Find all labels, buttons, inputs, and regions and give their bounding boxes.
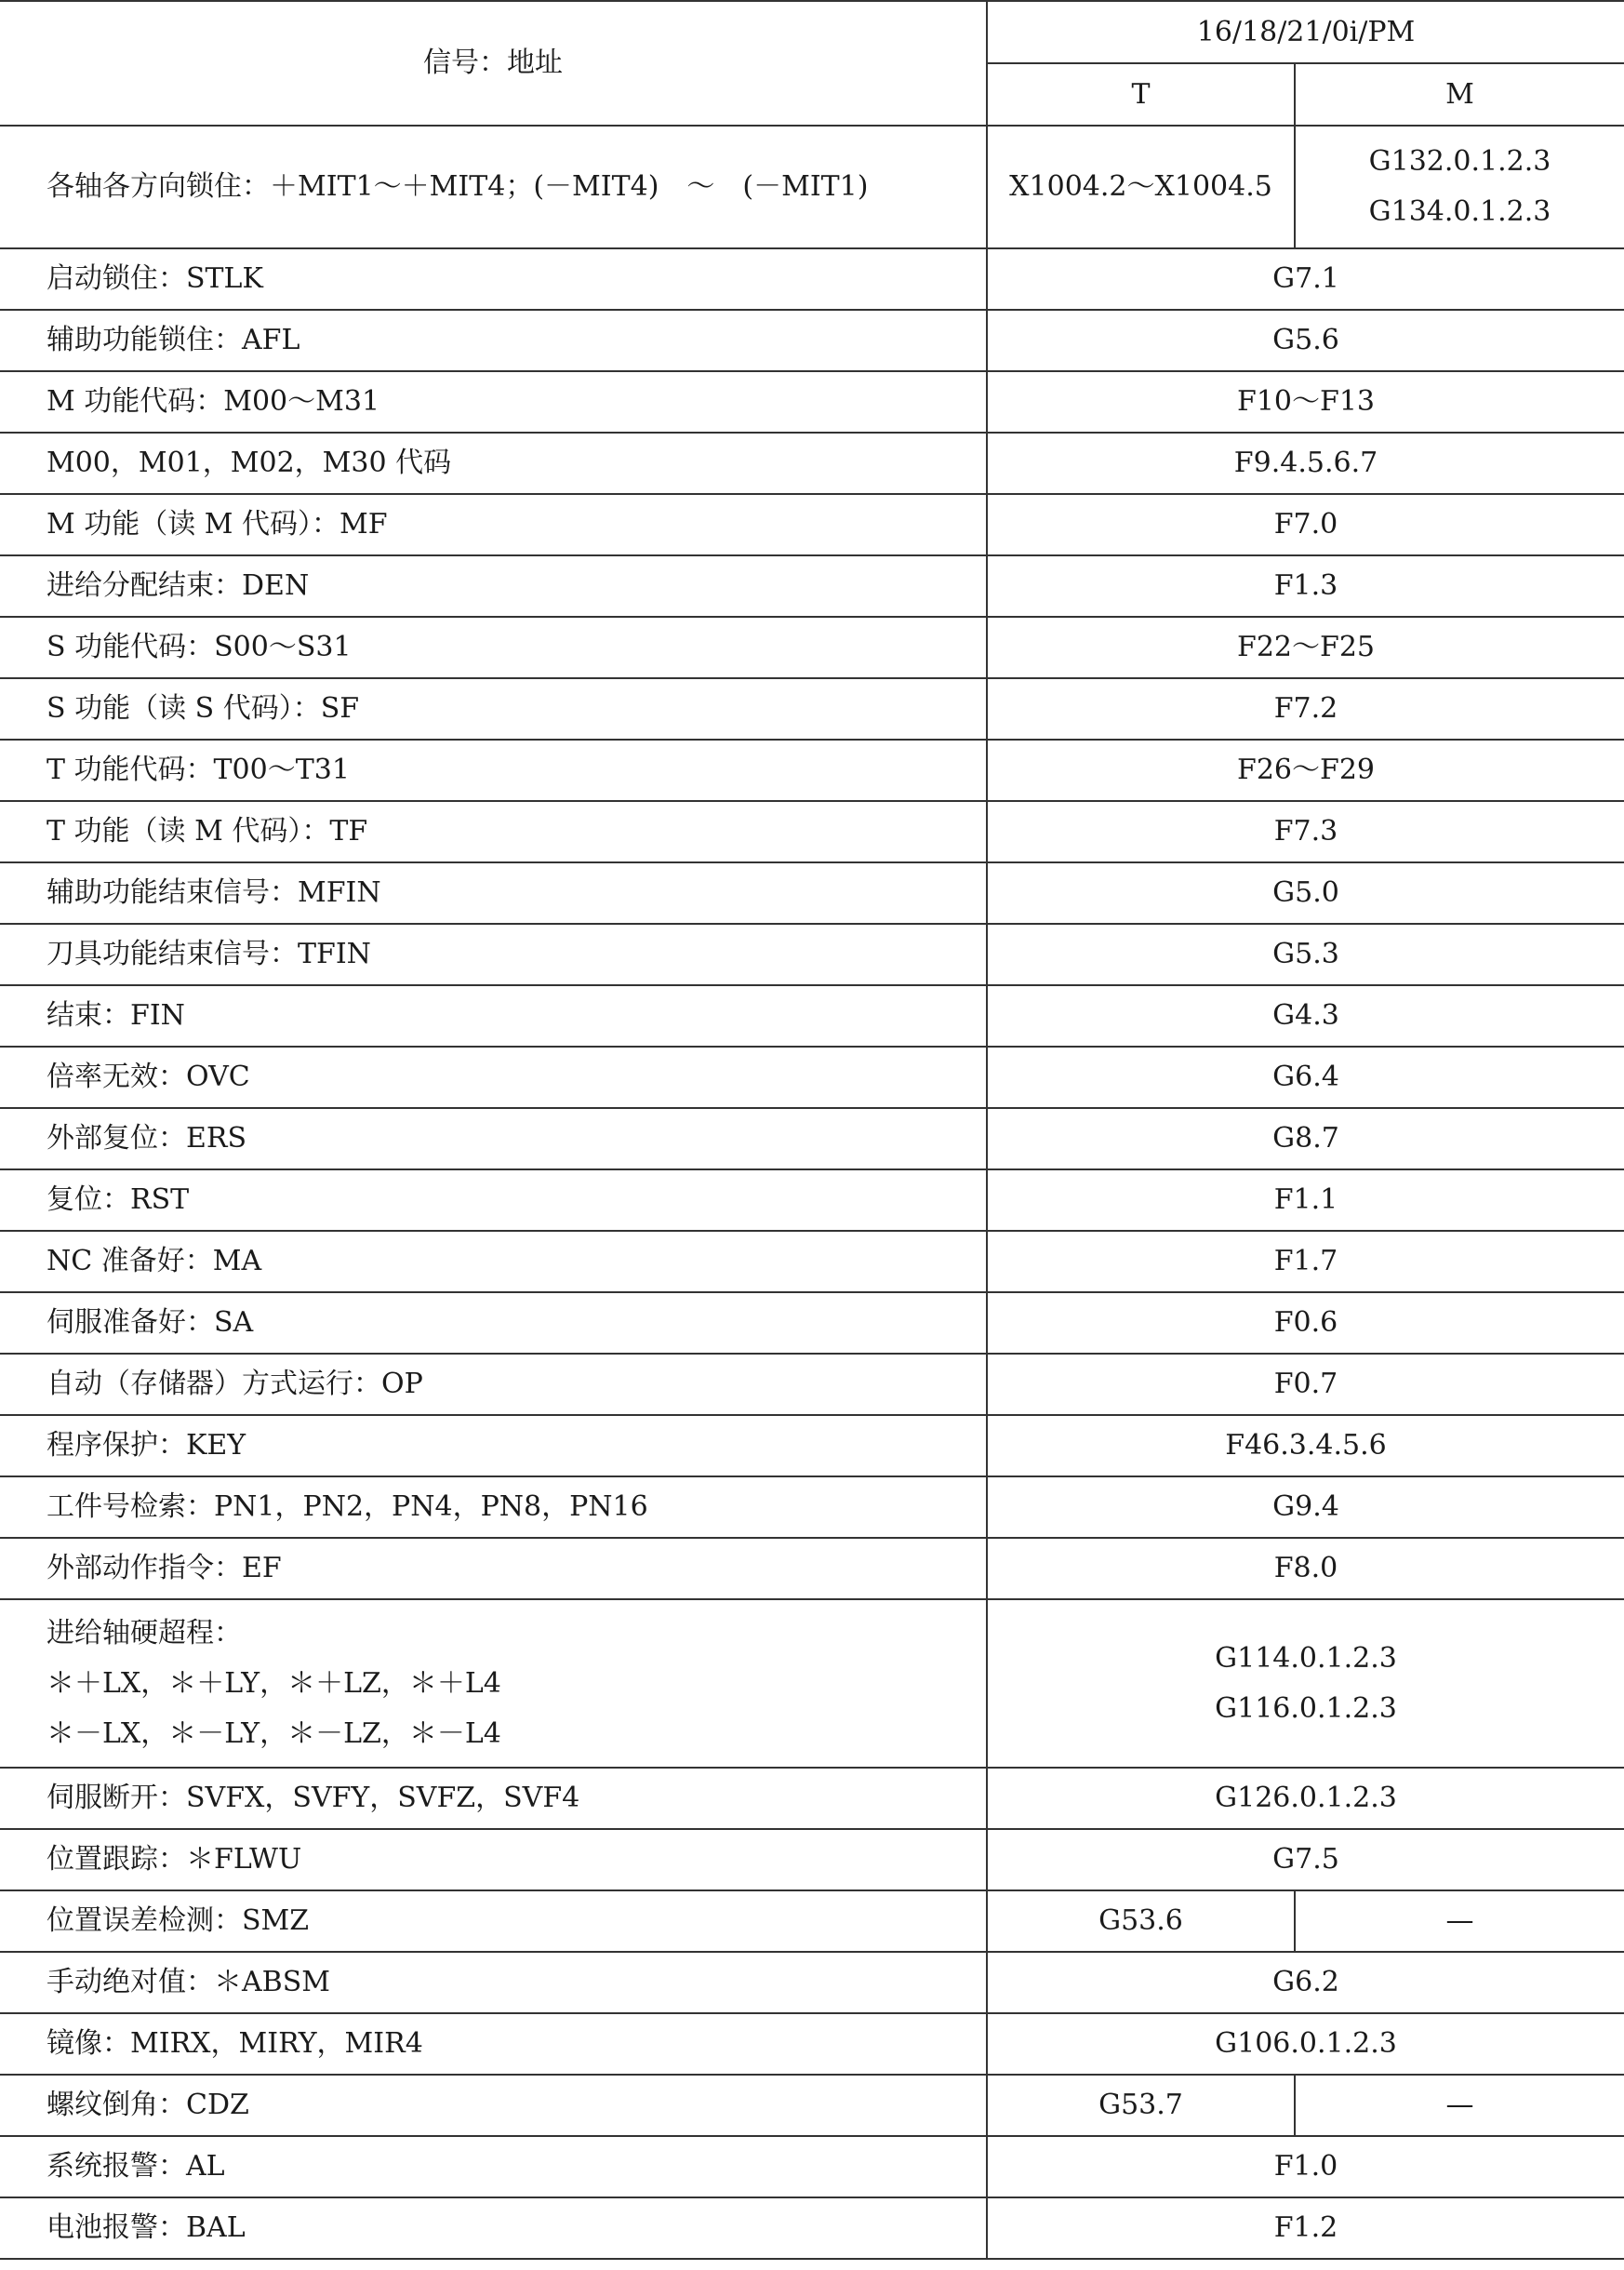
signal-cell [0,924,987,985]
signal-cell [0,801,987,862]
address-cell [987,1952,1624,2013]
address-cell [987,924,1624,985]
address-cell-line: F10～F13 [1237,385,1375,418]
address-t-cell-line: G53.7 [1098,2089,1183,2121]
address-m-cell [1295,1890,1624,1952]
header-col-t: T [987,63,1295,126]
table-row [0,1292,1624,1354]
address-m-cell-line: G132.0.1.2.3 [1368,145,1551,178]
table-row [0,1231,1624,1292]
signal-cell-line: 螺纹倒角：CDZ [47,2089,249,2121]
address-cell-line: F7.3 [1273,815,1338,848]
address-cell [987,1108,1624,1169]
address-cell-line: G4.3 [1272,999,1339,1032]
signal-cell [0,617,987,678]
address-cell [987,1829,1624,1890]
address-cell [987,433,1624,494]
signal-cell-line: 各轴各方向锁住：＋MIT1～＋MIT4；(－MIT4) ～ (－MIT1) [47,170,869,203]
address-m-cell-line: G134.0.1.2.3 [1368,195,1551,228]
address-cell [987,1354,1624,1415]
signal-cell-line: 伺服准备好：SA [47,1306,254,1339]
signal-cell [0,371,987,433]
address-t-cell [987,1890,1295,1952]
signal-cell-line: 位置误差检测：SMZ [47,1904,310,1937]
table-row [0,1890,1624,1952]
signal-cell-line: 辅助功能结束信号：MFIN [47,876,381,909]
address-cell-line: F7.2 [1273,692,1338,725]
signal-cell-line: 伺服断开：SVFX，SVFY，SVFZ，SVF4 [47,1782,580,1814]
signal-cell-line: NC 准备好：MA [47,1245,262,1277]
table-row [0,555,1624,617]
signal-cell [0,1354,987,1415]
table-row [0,924,1624,985]
table-row [0,2075,1624,2136]
table-row [0,433,1624,494]
signal-cell [0,1890,987,1952]
address-m-cell-line: — [1445,2089,1474,2121]
address-cell [987,617,1624,678]
address-cell-line: G9.4 [1272,1490,1339,1523]
header-system-models: 16/18/21/0i/PM [987,1,1624,63]
signal-cell [0,1952,987,2013]
address-cell [987,2136,1624,2197]
signal-cell-line: 辅助功能锁住：AFL [47,324,300,356]
signal-cell [0,1599,987,1768]
signal-cell [0,1231,987,1292]
table-row [0,1599,1624,1768]
address-cell [987,985,1624,1047]
signal-cell [0,1476,987,1538]
header-col-m: M [1295,63,1624,126]
address-cell-line: F7.0 [1273,508,1338,541]
signal-cell [0,2075,987,2136]
address-cell-line: G7.5 [1272,1843,1339,1876]
address-cell [987,2197,1624,2259]
address-cell-line: G5.0 [1272,876,1339,909]
address-cell [987,1768,1624,1829]
table-row [0,1047,1624,1108]
address-t-cell [987,2075,1295,2136]
address-cell-line: F26～F29 [1237,754,1375,786]
signal-cell-line: ＊－LX，＊－LY，＊－LZ，＊－L4 [47,1716,501,1750]
address-t-cell-line: G53.6 [1098,1904,1183,1937]
signal-cell [0,678,987,740]
address-cell-line: F0.7 [1273,1368,1338,1400]
address-cell [987,801,1624,862]
table-row [0,126,1624,248]
address-cell [987,1476,1624,1538]
signal-cell-line: 进给分配结束：DEN [47,569,310,602]
table-row [0,801,1624,862]
signal-cell-line: 程序保护：KEY [47,1429,246,1462]
table-row [0,1476,1624,1538]
signal-cell [0,1768,987,1829]
signal-cell-line: 结束：FIN [47,999,185,1032]
table-row [0,1354,1624,1415]
address-cell-line: G116.0.1.2.3 [1215,1691,1397,1725]
signal-cell [0,1169,987,1231]
signal-cell [0,2197,987,2259]
signal-cell-line: 自动（存储器）方式运行：OP [47,1368,423,1400]
address-m-cell-line: — [1445,1904,1474,1937]
table-row [0,1829,1624,1890]
address-cell-line: F1.0 [1273,2150,1338,2183]
address-cell-line: G5.6 [1272,324,1339,356]
signal-cell [0,1415,987,1476]
table-row [0,1768,1624,1829]
signal-cell [0,555,987,617]
address-cell [987,1231,1624,1292]
address-t-cell-line: X1004.2～X1004.5 [1009,170,1272,203]
signal-cell-line: S 功能代码：S00～S31 [47,631,352,663]
address-cell [987,678,1624,740]
address-cell-line: F1.1 [1273,1183,1338,1216]
header-signal-address: 信号：地址 [0,1,987,126]
table-row [0,1952,1624,2013]
address-cell [987,1599,1624,1768]
table-row [0,985,1624,1047]
signal-cell [0,2013,987,2075]
table-row [0,2136,1624,2197]
signal-cell-line: 手动绝对值：＊ABSM [47,1966,330,1998]
signal-cell-line: 工件号检索：PN1，PN2，PN4，PN8，PN16 [47,1490,648,1523]
address-cell [987,1047,1624,1108]
table-row [0,862,1624,924]
address-cell-line: G126.0.1.2.3 [1215,1782,1397,1814]
address-t-cell [987,126,1295,248]
address-cell [987,1292,1624,1354]
address-cell [987,1169,1624,1231]
signal-cell [0,1292,987,1354]
signal-cell-line: M 功能（读 M 代码）：MF [47,508,388,541]
address-cell-line: G6.2 [1272,1966,1339,1998]
address-cell [987,248,1624,310]
table-body [0,126,1624,2259]
signal-cell-line: 电池报警：BAL [47,2211,246,2244]
signal-cell-line: T 功能（读 M 代码）：TF [47,815,368,848]
address-cell-line: F0.6 [1273,1306,1338,1339]
address-cell-line: G106.0.1.2.3 [1215,2027,1397,2060]
address-cell-line: F1.3 [1273,569,1338,602]
signal-cell-line: 进给轴硬超程： [47,1616,242,1649]
signal-cell-line: S 功能（读 S 代码）：SF [47,692,360,725]
signal-cell [0,1829,987,1890]
address-cell-line: F46.3.4.5.6 [1225,1429,1387,1462]
address-cell [987,740,1624,801]
table-row [0,1169,1624,1231]
signal-cell-line: 刀具功能结束信号：TFIN [47,938,371,970]
address-cell-line: G7.1 [1272,262,1339,295]
address-cell-line: F9.4.5.6.7 [1233,447,1378,479]
table-row [0,2197,1624,2259]
signal-cell [0,1538,987,1599]
signal-cell [0,310,987,371]
signal-cell-line: 镜像：MIRX，MIRY，MIR4 [47,2027,423,2060]
signal-cell-line: T 功能代码：T00～T31 [47,754,350,786]
table-row [0,1415,1624,1476]
table-row [0,2013,1624,2075]
signal-cell-line: 启动锁住：STLK [47,262,263,295]
address-cell [987,371,1624,433]
signal-cell-line: ＊＋LX，＊＋LY，＊＋LZ，＊＋L4 [47,1666,501,1700]
signal-cell [0,985,987,1047]
signal-cell [0,2136,987,2197]
signal-cell-line: 位置跟踪：＊FLWU [47,1843,302,1876]
address-cell [987,1415,1624,1476]
table-row [0,310,1624,371]
signal-cell [0,126,987,248]
table-header [0,1,1624,126]
signal-cell-line: 外部复位：ERS [47,1122,247,1155]
table-row [0,1538,1624,1599]
address-cell-line: F1.7 [1273,1245,1338,1277]
table-row [0,1108,1624,1169]
address-cell-line: F1.2 [1273,2211,1338,2244]
table-row [0,678,1624,740]
address-cell-line: G6.4 [1272,1061,1339,1093]
address-cell [987,2013,1624,2075]
address-cell-line: F22～F25 [1237,631,1375,663]
signal-cell [0,1047,987,1108]
signal-cell [0,1108,987,1169]
address-m-cell [1295,126,1624,248]
address-cell [987,1538,1624,1599]
address-cell [987,862,1624,924]
signal-cell-line: 倍率无效：OVC [47,1061,250,1093]
signal-cell-line: 复位：RST [47,1183,190,1216]
table-row [0,740,1624,801]
signal-cell-line: 系统报警：AL [47,2150,225,2183]
signal-cell [0,433,987,494]
table-row [0,494,1624,555]
signal-cell-line: M00，M01，M02，M30 代码 [47,447,452,479]
signal-cell [0,248,987,310]
address-cell-line: F8.0 [1273,1552,1338,1584]
address-cell [987,555,1624,617]
address-cell-line: G5.3 [1272,938,1339,970]
signal-cell-line: M 功能代码：M00～M31 [47,385,380,418]
signal-cell [0,494,987,555]
address-cell [987,494,1624,555]
address-cell-line: G114.0.1.2.3 [1215,1641,1397,1675]
signal-cell [0,740,987,801]
address-cell-line: G8.7 [1272,1122,1339,1155]
signal-cell-line: 外部动作指令：EF [47,1552,282,1584]
address-cell [987,310,1624,371]
signal-cell [0,862,987,924]
address-m-cell [1295,2075,1624,2136]
table-row [0,617,1624,678]
table-row [0,371,1624,433]
table-row [0,248,1624,310]
